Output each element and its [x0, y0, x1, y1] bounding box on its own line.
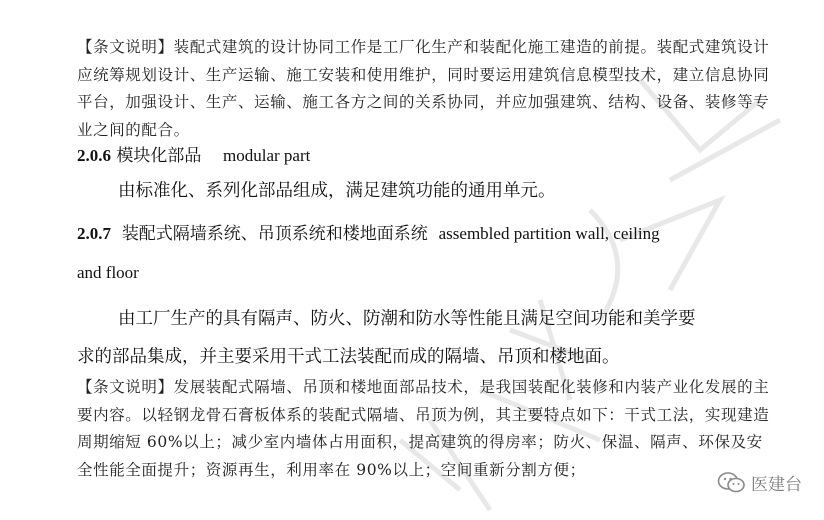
term-english: modular part: [223, 146, 311, 165]
logo-text: 医建台: [751, 475, 802, 495]
term-chinese: 模块化部品: [116, 146, 202, 166]
term-modular-part: [77, 145, 797, 167]
publisher-logo: [717, 470, 802, 495]
term-number: 2.0.6: [77, 146, 111, 165]
definition-assembled-systems-line2: 求的部品集成，并主要采用干式工法装配而成的隔墙、吊顶和楼地面。: [77, 347, 620, 367]
clause-note-design-coordination: 【条文说明】装配式建筑的设计协同工作是工厂化生产和装配化施工建造的前提。装配式建筑设计应统筹规划设计、生产运输、施工安装和使用维护，同时要运用建筑信息模型技术，建立信息协同平台，加强设计、生产、运输、施工各方之间的关系协同，并应加强建筑、结构、设备、装修等专业之间的配合。: [77, 38, 770, 139]
term-assembled-systems: [77, 223, 797, 245]
term-chinese: 装配式隔墙系统、吊顶系统和楼地面系统: [121, 224, 428, 244]
definition-modular-part: 由标准化、系列化部品组成，满足建筑功能的通用单元。: [118, 181, 556, 201]
clause-note-assembled-systems: 【条文说明】发展装配式隔墙、吊顶和楼地面部品技术，是我国装配化装修和内装产业化发展的主要内容。以轻钢龙骨石膏板体系的装配式隔墙、吊顶为例，其主要特点如下：干式工法，实现建造周期缩短 60%以上；减少室内墙体占用面积，提高建筑的得房率；防火、保温、隔声、环保及安全性能全面提升；资源再生，利用率在 90%以上；空间重新分割方便；: [77, 378, 770, 479]
term-english-continued: and floor: [77, 263, 139, 282]
term-english: assembled partition wall, ceiling: [438, 224, 660, 243]
wechat-icon: [717, 471, 747, 495]
term-number: 2.0.7: [77, 224, 111, 243]
definition-assembled-systems-line1: 由工厂生产的具有隔声、防火、防潮和防水等性能且满足空间功能和美学要: [118, 309, 696, 329]
